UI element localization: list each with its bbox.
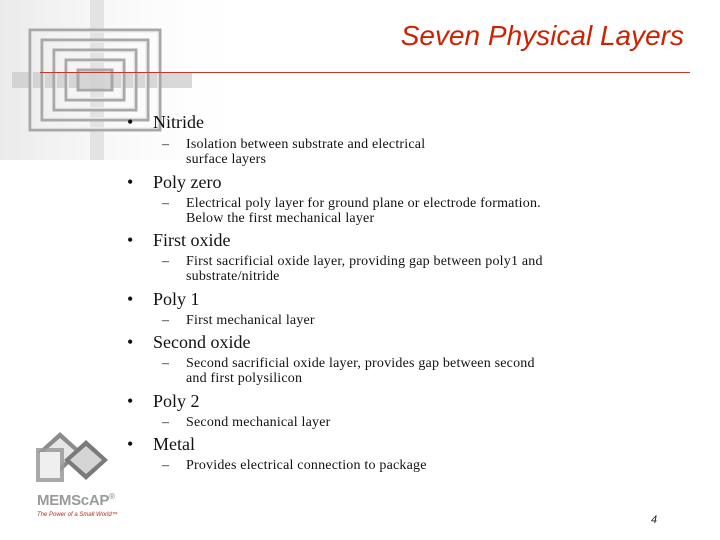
sub-text: Second sacrificial oxide layer, provides gap between second and first polysilicon [186,356,535,386]
sub-text: Isolation between substrate and electrical surface layers [186,137,426,167]
bullet-label: Nitride [153,112,204,132]
sub-glyph: – [162,137,170,152]
bullet-glyph: • [127,332,134,352]
brand-name: MEMScAP® [37,492,115,509]
bullet-item-poly-1 [127,289,200,310]
bullet-item-second-oxide [127,332,250,353]
sub-glyph: – [162,254,170,269]
bullet-label: First oxide [153,230,231,250]
sub-glyph: – [162,356,170,371]
bullet-label: Metal [153,434,195,454]
bullet-glyph: • [127,391,134,411]
sub-glyph: – [162,458,170,473]
sub-text: First sacrificial oxide layer, providing gap between poly1 and substrate/nitride [186,254,543,284]
brand-tagline: The Power of a Small World™ [37,512,118,518]
slide-title: Seven Physical Layers [400,20,684,51]
bullet-glyph: • [127,230,134,250]
bullet-glyph: • [127,112,134,132]
sub-glyph: – [162,313,170,328]
sub-text: Electrical poly layer for ground plane or electrode formation. Below the first mechanical layer [186,196,541,226]
bullet-label: Poly zero [153,172,222,192]
sub-glyph: – [162,196,170,211]
bullet-glyph: • [127,172,134,192]
bullet-label: Second oxide [153,332,251,352]
bullet-item-poly-2 [127,391,200,412]
bullet-item-nitride [127,112,204,133]
bullet-item-metal [127,434,195,455]
sub-text: First mechanical layer [186,313,315,328]
bullet-label: Poly 2 [153,391,200,411]
bullet-item-poly-zero [127,172,221,193]
bullet-item-first-oxide [127,230,231,251]
sub-text: Second mechanical layer [186,415,331,430]
bullet-glyph: • [127,434,134,454]
bullet-glyph: • [127,289,134,309]
bullet-label: Poly 1 [153,289,200,309]
page-number: 4 [651,514,658,526]
sub-text: Provides electrical connection to package [186,458,427,473]
memscap-logo-icon [30,430,130,494]
sub-glyph: – [162,415,170,430]
